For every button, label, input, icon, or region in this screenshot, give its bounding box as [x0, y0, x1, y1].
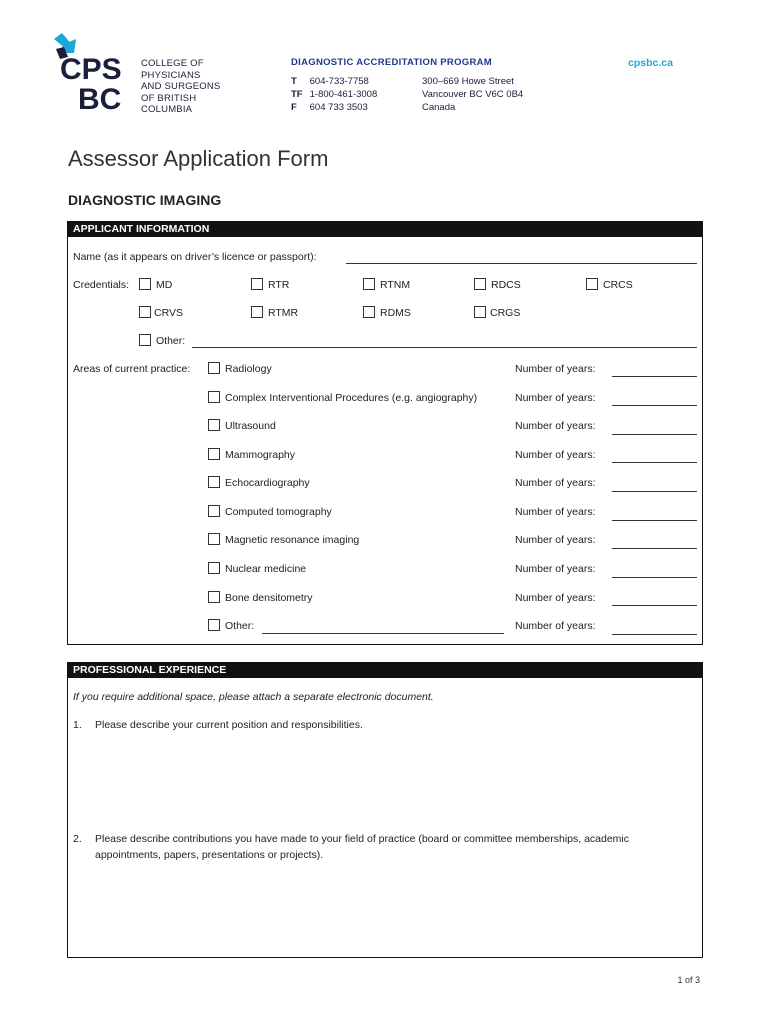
credentials-label: Credentials: [73, 279, 130, 291]
cred-label-rtnm: RTNM [380, 279, 411, 291]
cred-label-crvs: CRVS [154, 307, 183, 319]
other-area-field[interactable] [262, 633, 504, 634]
checkbox-computed-tomography[interactable] [208, 505, 220, 517]
experience-note: If you require additional space, please attach a separate electronic document. [73, 691, 434, 703]
cred-label-rtr: RTR [268, 279, 290, 291]
checkbox-rtr[interactable] [251, 278, 263, 290]
checkbox-mri[interactable] [208, 533, 220, 545]
area-label-mammography: Mammography [225, 449, 296, 461]
contact-numbers: T 604-733-7758 TF 1-800-461-3008 F 604 733 3503 [291, 76, 378, 113]
cpsbc-logo [50, 33, 140, 118]
section-heading-applicant: APPLICANT INFORMATION [67, 221, 703, 237]
program-title: DIAGNOSTIC ACCREDITATION PROGRAM [291, 57, 493, 68]
checkbox-rtmr[interactable] [251, 306, 263, 318]
years-label: Number of years: [515, 563, 596, 575]
years-label: Number of years: [515, 392, 596, 404]
years-field-computed-tomography[interactable] [612, 520, 697, 521]
q1-number: 1. [73, 719, 82, 731]
area-label-interventional: Complex Interventional Procedures (e.g. angiography) [225, 392, 478, 404]
years-label: Number of years: [515, 363, 596, 375]
other-credential-field[interactable] [192, 347, 697, 348]
checkbox-mammography[interactable] [208, 448, 220, 460]
applicant-section-box [67, 237, 703, 645]
checkbox-rdcs[interactable] [474, 278, 486, 290]
years-field-mammography[interactable] [612, 462, 697, 463]
form-title: Assessor Application Form [68, 146, 329, 171]
checkbox-crcs[interactable] [586, 278, 598, 290]
area-label-echocardiography: Echocardiography [225, 477, 310, 489]
address: 300–669 Howe Street Vancouver BC V6C 0B4 Canada [422, 76, 524, 113]
q2-text-line1: Please describe contributions you have made to your field of practice (board or committee memberships, academic [95, 833, 630, 845]
years-label: Number of years: [515, 477, 596, 489]
cred-label-rdcs: RDCS [491, 279, 521, 291]
form-subtitle: DIAGNOSTIC IMAGING [68, 192, 222, 208]
years-field-interventional[interactable] [612, 405, 697, 406]
q2-number: 2. [73, 833, 82, 845]
cred-label-rtmr: RTMR [268, 307, 299, 319]
checkbox-bone-densitometry[interactable] [208, 591, 220, 603]
checkbox-echocardiography[interactable] [208, 476, 220, 488]
name-field[interactable] [346, 263, 697, 264]
name-label: Name (as it appears on driver’s licence or passport): [73, 251, 317, 263]
years-label: Number of years: [515, 534, 596, 546]
years-label: Number of years: [515, 506, 596, 518]
checkbox-other-credential[interactable] [139, 334, 151, 346]
years-field-echocardiography[interactable] [612, 491, 697, 492]
cred-label-md: MD [156, 279, 173, 291]
years-field-mri[interactable] [612, 548, 697, 549]
area-label-computed-tomography: Computed tomography [225, 506, 332, 518]
page-number: 1 of 3 [677, 975, 700, 985]
area-label-nuclear-medicine: Nuclear medicine [225, 563, 307, 575]
checkbox-other-area[interactable] [208, 619, 220, 631]
section-heading-experience: PROFESSIONAL EXPERIENCE [67, 662, 703, 678]
website-link[interactable]: cpsbc.ca [628, 57, 673, 69]
area-label-radiology: Radiology [225, 363, 272, 375]
area-label-other: Other: [225, 620, 255, 632]
org-name: COLLEGE OF PHYSICIANS AND SURGEONS OF BRITISH COLUMBIA [141, 58, 221, 115]
years-label: Number of years: [515, 420, 596, 432]
checkbox-nuclear-medicine[interactable] [208, 562, 220, 574]
checkbox-md[interactable] [139, 278, 151, 290]
q2-answer-area[interactable] [93, 870, 693, 950]
years-field-other[interactable] [612, 634, 697, 635]
years-label: Number of years: [515, 449, 596, 461]
cred-label-crcs: CRCS [603, 279, 633, 291]
areas-label: Areas of current practice: [73, 363, 191, 375]
q1-text: Please describe your current position and responsibilities. [95, 719, 363, 731]
years-field-bone-densitometry[interactable] [612, 605, 697, 606]
checkbox-crgs[interactable] [474, 306, 486, 318]
logo-text-bc: BC [78, 83, 122, 113]
q2-text-line2: appointments, papers, presentations or projects). [95, 849, 324, 861]
years-field-ultrasound[interactable] [612, 434, 697, 435]
area-label-bone-densitometry: Bone densitometry [225, 592, 313, 604]
years-label: Number of years: [515, 620, 596, 632]
checkbox-crvs[interactable] [139, 306, 151, 318]
other-credential-label: Other: [156, 335, 186, 347]
logo-text-cps: CPS [60, 53, 122, 86]
cred-label-crgs: CRGS [490, 307, 521, 319]
area-label-ultrasound: Ultrasound [225, 420, 276, 432]
years-field-radiology[interactable] [612, 376, 697, 377]
checkbox-rtnm[interactable] [363, 278, 375, 290]
area-label-mri: Magnetic resonance imaging [225, 534, 360, 546]
years-label: Number of years: [515, 592, 596, 604]
cred-label-rdms: RDMS [380, 307, 411, 319]
checkbox-rdms[interactable] [363, 306, 375, 318]
q1-answer-area[interactable] [93, 742, 693, 827]
checkbox-radiology[interactable] [208, 362, 220, 374]
checkbox-interventional[interactable] [208, 391, 220, 403]
checkbox-ultrasound[interactable] [208, 419, 220, 431]
years-field-nuclear-medicine[interactable] [612, 577, 697, 578]
